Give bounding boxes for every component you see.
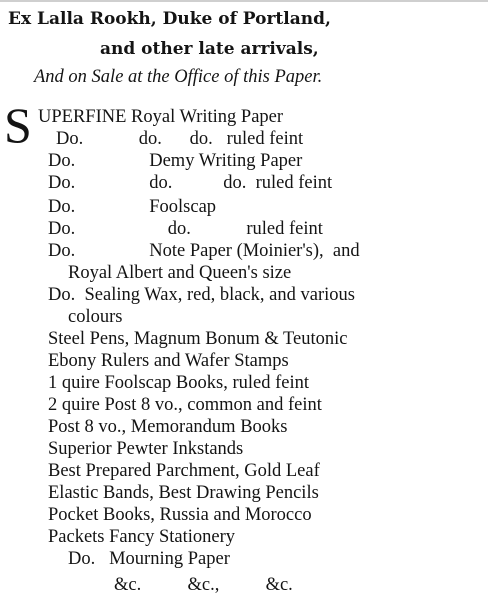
etcetera-line: &c. &c., &c. xyxy=(114,575,293,595)
list-item: Packets Fancy Stationery xyxy=(48,527,236,547)
list-item: Do. Demy Writing Paper xyxy=(48,151,303,171)
list-item: Pocket Books, Russia and Morocco xyxy=(48,505,312,525)
header-line-1: Ex Lalla Rookh, Duke of Portland, xyxy=(8,9,331,29)
list-item: Do. Mourning Paper xyxy=(68,549,230,569)
list-item: Ebony Rulers and Wafer Stamps xyxy=(48,351,289,371)
list-item: 1 quire Foolscap Books, ruled feint xyxy=(48,373,310,393)
drop-cap: S xyxy=(4,97,32,153)
list-item: colours xyxy=(68,307,123,327)
list-item: Royal Albert and Queen's size xyxy=(68,263,292,283)
list-item: Do. Note Paper (Moinier's), and xyxy=(48,241,360,261)
list-item: 2 quire Post 8 vo., common and feint xyxy=(48,395,322,415)
list-item: Best Prepared Parchment, Gold Leaf xyxy=(48,461,320,481)
list-item: Superior Pewter Inkstands xyxy=(48,439,244,459)
header-line-3: And on Sale at the Office of this Paper. xyxy=(34,67,323,87)
list-item: UPERFINE Royal Writing Paper xyxy=(38,107,284,127)
list-item: Elastic Bands, Best Drawing Pencils xyxy=(48,483,319,503)
list-item: Do. do. do. ruled feint xyxy=(48,173,333,193)
list-item: Do. do. ruled feint xyxy=(48,219,323,239)
header-line-2: and other late arrivals, xyxy=(100,39,319,59)
list-item: Steel Pens, Magnum Bonum & Teutonic xyxy=(48,329,348,349)
list-item: Do. do. do. ruled feint xyxy=(56,129,304,149)
list-item: Do. Sealing Wax, red, black, and various xyxy=(48,285,355,305)
top-rule xyxy=(0,0,488,2)
list-item: Post 8 vo., Memorandum Books xyxy=(48,417,288,437)
list-item: Do. Foolscap xyxy=(48,197,217,217)
